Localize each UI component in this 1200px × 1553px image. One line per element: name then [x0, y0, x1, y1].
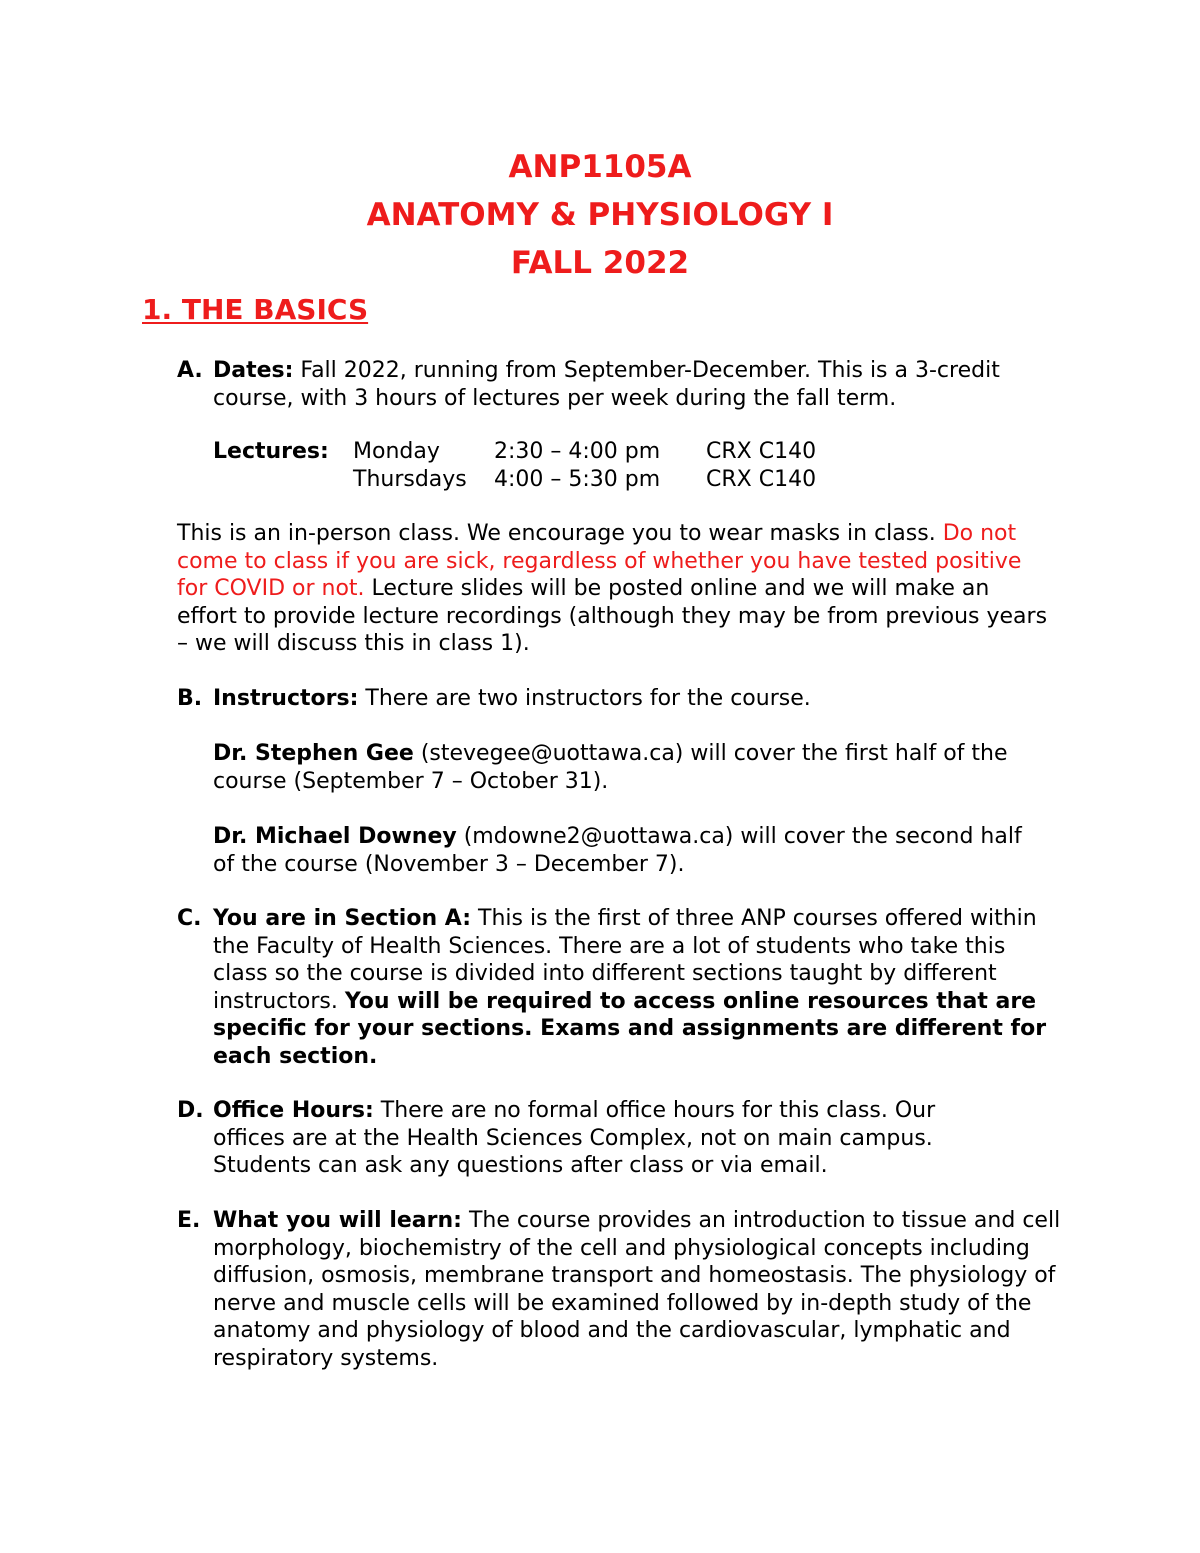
item-bold-text: You will be required to access online resources that are specific for your sections. Exams and assignments are different for each section. [213, 988, 1047, 1069]
item-label: Dates: [213, 358, 294, 383]
item-letter: C. [177, 906, 202, 931]
lecture-room: CRX C140 [706, 439, 817, 464]
course-title: ANATOMY & PHYSIOLOGY I [366, 197, 834, 233]
attendance-note [177, 520, 1052, 658]
course-code: ANP1105A [508, 149, 692, 185]
item-letter: A. [177, 358, 203, 383]
item-text: This is the first of three ANP courses offered within the Faculty of Health Sciences. There are a lot of students who take this class so the course is divided into different sections taught by different instructors. [213, 906, 1037, 1014]
item-learning [177, 1207, 1062, 1372]
item-section [177, 905, 1062, 1070]
instructor-name: Dr. Stephen Gee [213, 741, 414, 766]
note-warning: Do not come to class if you are sick, regardless of whether you have tested positive for COVID or not. [177, 521, 1022, 601]
instructor-details: (mdowne2@uottawa.ca) will cover the second half of the course (November 3 – December 7). [213, 824, 1022, 877]
item-letter: B. [177, 686, 203, 711]
item-instructors [177, 685, 1077, 713]
note-rest: Lecture slides will be posted online and we will make an effort to provide lecture recordings (although they may be from previous years – we will discuss this in class 1). [177, 576, 1048, 656]
section-heading-basics: 1. THE BASICS [142, 293, 369, 326]
lecture-room: CRX C140 [706, 467, 817, 492]
item-text: There are two instructors for the course. [358, 686, 811, 711]
item-label: Instructors: [213, 686, 359, 711]
item-dates [177, 357, 1007, 412]
item-label: What you will learn: [213, 1208, 462, 1233]
course-term: FALL 2022 [510, 245, 690, 281]
instructor-downey [213, 823, 1043, 878]
item-letter: D. [177, 1098, 204, 1123]
instructor-details: (stevegee@uottawa.ca) will cover the first half of the course (September 7 – October 31). [213, 741, 1008, 794]
item-label: Office Hours: [213, 1098, 374, 1123]
item-office-hours [177, 1097, 1007, 1180]
item-label: You are in Section A: [213, 906, 472, 931]
item-text: The course provides an introduction to tissue and cell morphology, biochemistry of the cell and physiological concepts including diffusion, osmosis, membrane transport and homeostasis. The physiology of nerve and muscle cells will be examined followed by in-depth study of the anatomy and physiology of blood and the cardiovascular, lymphatic and respiratory systems. [213, 1208, 1061, 1371]
item-letter: E. [177, 1208, 201, 1233]
item-text: Fall 2022, running from September-December. This is a 3-credit course, with 3 hours of lectures per week during the fall term. [213, 358, 1000, 411]
document-title [0, 143, 1200, 287]
lecture-day: Monday [353, 439, 440, 464]
lecture-day: Thursdays [353, 467, 467, 492]
item-text: There are no formal office hours for this class. Our offices are at the Health Sciences Complex, not on main campus. Students can ask any questions after class or via email. [213, 1098, 936, 1178]
instructor-name: Dr. Michael Downey [213, 824, 457, 849]
lecture-time: 4:00 – 5:30 pm [494, 467, 661, 492]
lecture-time: 2:30 – 4:00 pm [494, 439, 661, 464]
instructor-gee [213, 740, 1033, 795]
note-text: This is an in-person class. We encourage you to wear masks in class. [177, 521, 943, 546]
lectures-label: Lectures: [213, 439, 329, 464]
